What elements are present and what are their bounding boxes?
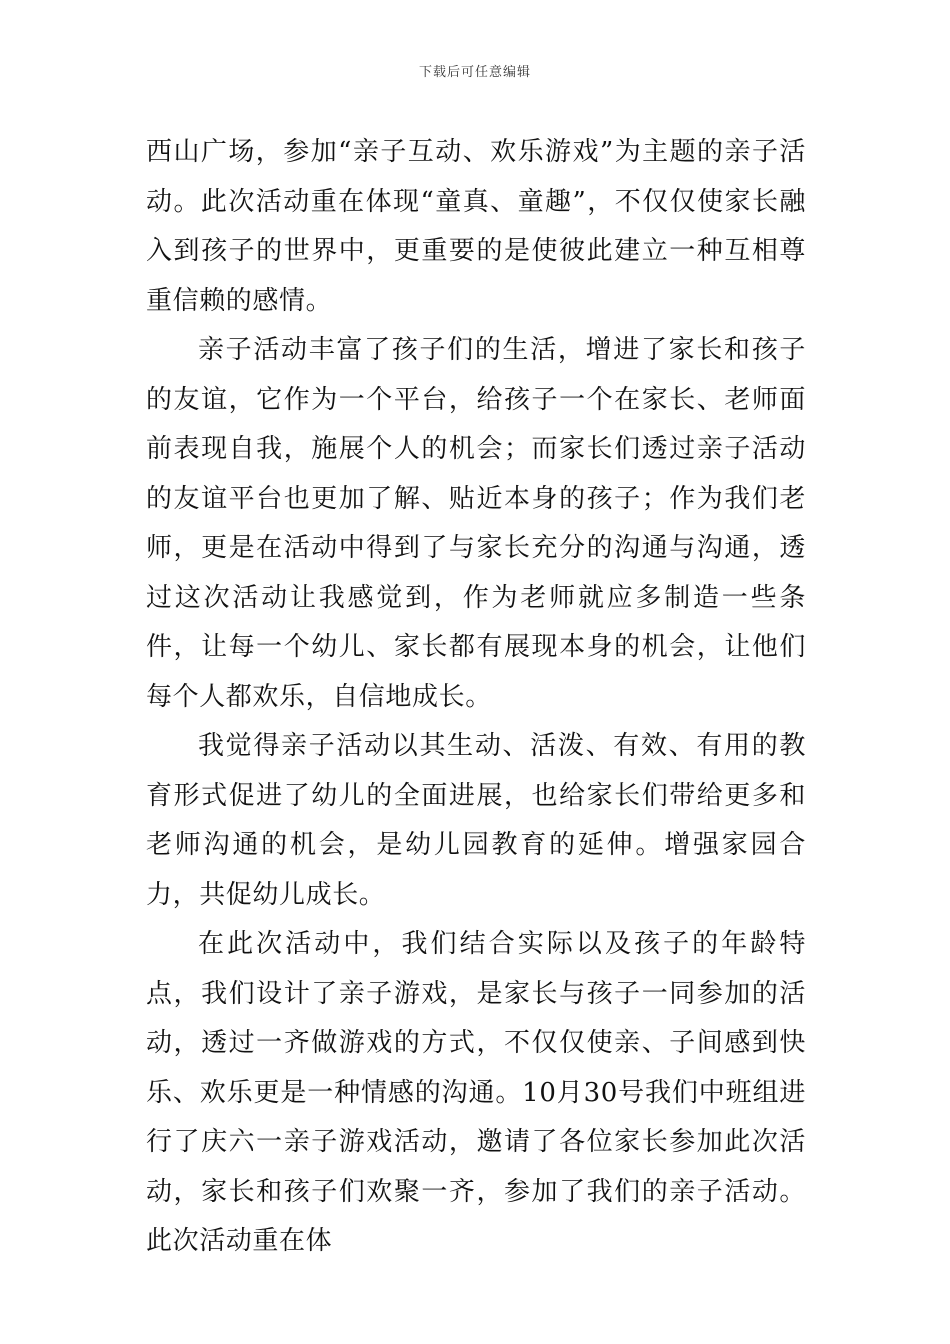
paragraph-4: 在此次活动中，我们结合实际以及孩子的年龄特点，我们设计了亲子游戏，是家长与孩子一同参加的活动，透过一齐做游戏的方式，不仅仅使亲、子间感到快乐、欢乐更是一种情感的沟通。10月30号我们中班组进行了庆六一亲子游戏活动，邀请了各位家长参加此次活动，家长和孩子们欢聚一齐，参加了我们的亲子活动。此次活动重在体 (146, 929, 806, 1256)
paragraph-3: 我觉得亲子活动以其生动、活泼、有效、有用的教育形式促进了幼儿的全面进展，也给家长们带给更多和老师沟通的机会，是幼儿园教育的延伸。增强家园合力，共促幼儿成长。 (146, 731, 806, 910)
document-body (146, 128, 806, 1267)
paragraph-1: 西山广场，参加“亲子互动、欢乐游戏”为主题的亲子活动。此次活动重在体现“童真、童趣”，不仅仅使家长融入到孩子的世界中，更重要的是使彼此建立一种互相尊重信赖的感情。 (146, 137, 806, 316)
page-header-note: 下载后可任意编辑 (418, 65, 531, 80)
paragraph-2: 亲子活动丰富了孩子们的生活，增进了家长和孩子的友谊，它作为一个平台，给孩子一个在家长、老师面前表现自我，施展个人的机会；而家长们透过亲子活动的友谊平台也更加了解、贴近本身的孩子；作为我们老师，更是在活动中得到了与家长充分的沟通与沟通，透过这次活动让我感觉到，作为老师就应多制造一些条件，让每一个幼儿、家长都有展现本身的机会，让他们每个人都欢乐，自信地成长。 (146, 335, 806, 712)
